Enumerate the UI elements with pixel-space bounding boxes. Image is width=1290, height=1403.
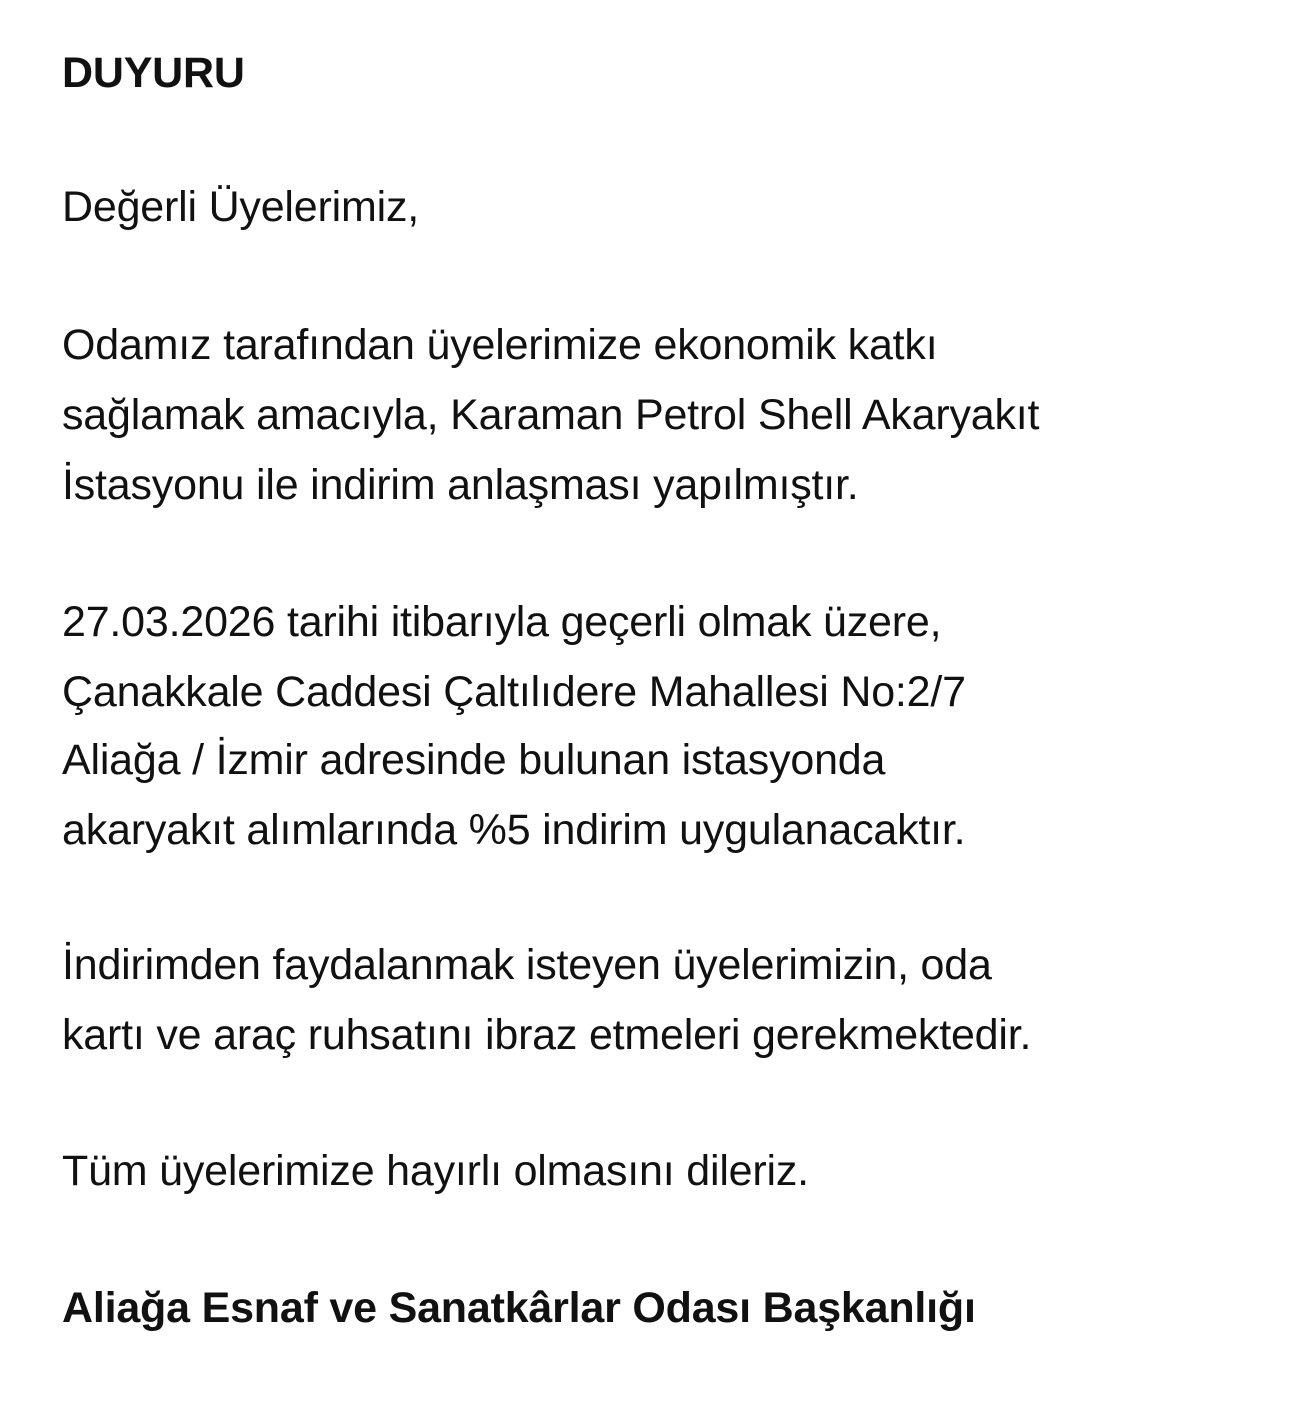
paragraph-line: İndirimden faydalanmak isteyen üyelerimizin, oda (62, 941, 992, 989)
paragraph-line: İstasyonu ile indirim anlaşması yapılmıştır. (62, 461, 859, 509)
paragraph-line: akaryakıt alımlarında %5 indirim uygulanacaktır. (62, 806, 966, 854)
paragraph-line: Aliağa / İzmir adresinde bulunan istasyonda (62, 736, 886, 784)
announcement-title: DUYURU (62, 49, 245, 97)
paragraph-line: Odamız tarafından üyelerimize ekonomik katkı (62, 321, 938, 369)
paragraph-line: kartı ve araç ruhsatını ibraz etmeleri gerekmektedir. (62, 1011, 1032, 1059)
paragraph-line: Çanakkale Caddesi Çaltılıdere Mahallesi No:2/7 (62, 668, 966, 716)
signature: Aliağa Esnaf ve Sanatkârlar Odası Başkanlığı (62, 1284, 976, 1332)
paragraph-line: sağlamak amacıyla, Karaman Petrol Shell Akaryakıt (62, 391, 1040, 439)
paragraph-line: Tüm üyelerimize hayırlı olmasını dileriz. (62, 1147, 809, 1195)
paragraph-line: 27.03.2026 tarihi itibarıyla geçerli olmak üzere, (62, 598, 942, 646)
greeting: Değerli Üyelerimiz, (62, 183, 419, 231)
